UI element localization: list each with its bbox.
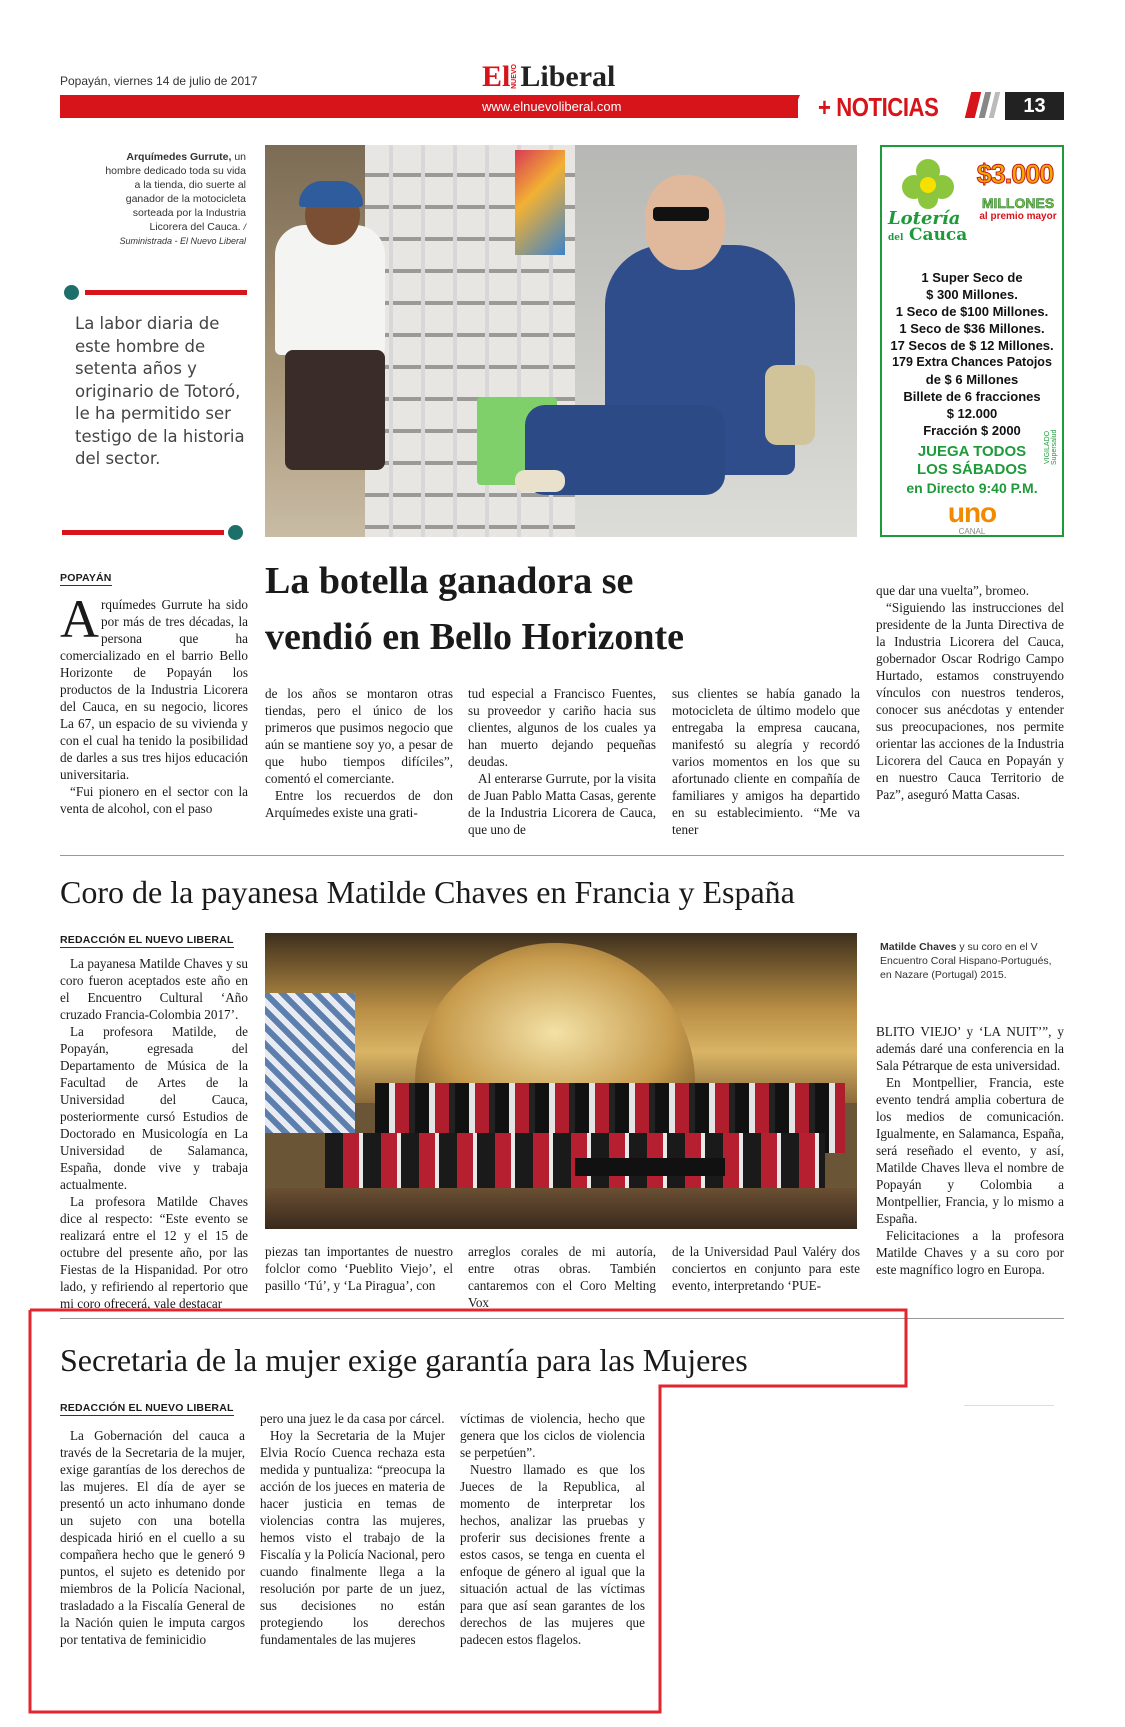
- prize-line: Fracción $ 2000: [923, 423, 1021, 438]
- channel-logo: [922, 499, 1022, 536]
- story3-col3-para1: víctimas de violencia, hecho que genera que los ciclos de violencia se perpetúen”.: [460, 1411, 645, 1460]
- story1-para2: “Fui pionero en el sector con la venta de alcohol, con el paso: [60, 784, 248, 816]
- section-stripe-3: [989, 92, 1000, 118]
- ad-side-text: VIGILADO Supersalud: [1044, 429, 1058, 465]
- clover-icon: [900, 157, 956, 213]
- prize-line: 1 Seco de $100 Millones.: [895, 304, 1049, 319]
- story1-headline: [265, 553, 865, 665]
- story1-col2-para2: Entre los recuerdos de don Arquímedes existe una grati-: [265, 788, 453, 820]
- pullquote-rule-top: [85, 290, 247, 295]
- story3-para1: La Gobernación del cauca a través de la Secretaria de la mujer, exige garantías de los derechos de las mujeres. El día de ayer se presentó un acto inhumano donde un sujeto con una botella despicada hirió en el cuello a su compañera hecho que le generó 9 puntos, el sujeto es detenido por miembros de la Policía Nacional, trasladado a la Fiscalía General de la Nación quien le imputa cargos por tentativa de feminicidio: [60, 1428, 245, 1647]
- story3-col2-para1: pero una juez le da casa por cárcel.: [260, 1411, 445, 1426]
- story3-col2-para2: Hoy la Secretaria de la Mujer Elvia Rocío Cuenca rechaza esta medida y puntualiza: “preocupa la acción de los jueces en materia de hacer justicia en temas de violencias contra las mujeres, hemos visto el trabajo de la Fiscalía y la Policía Nacional, pero cuando finalmente llega a la resolución por parte de un juez, sus decisiones no están protegiendo los derechos fundamentales de las mujeres: [260, 1428, 445, 1647]
- story2-col5-para2: En Montpellier, Francia, este evento tendrá amplia cobertura de los medios de comunicación. Igualmente, en Salamanca, España, será reseñado el evento, y así, Matilde Chaves lleva el nombre de Popayán y Colombia a Montpellier, Francia, y lo mismo a España.: [876, 1075, 1064, 1226]
- photo-sunglasses: [653, 207, 709, 221]
- story1-col4: [672, 685, 860, 838]
- story2-col4: [672, 1243, 860, 1294]
- brand-loteria: Lotería: [888, 208, 961, 229]
- caption2-text: y su coro en el V Encuentro Coral Hispano-Portugués, en Nazare (Portugal) 2015.: [880, 941, 1052, 981]
- story2-para2: La profesora Matilde, de Popayán, egresada del Departamento de Música de la Facultad de Artes de la Universidad del Cauca, posteriormente cursó Estudios de Doctorado en Musicología en La Universidad de Salamanca, España, donde vive y trabaja actualmente.: [60, 1024, 248, 1192]
- story2-col2: [265, 1243, 453, 1294]
- story-photo-store: [265, 145, 857, 537]
- ad-amount: $3.000: [976, 159, 1054, 189]
- story-photo-choir: [265, 933, 857, 1229]
- story1-col4-para1: sus clientes se había ganado la motocicleta de último modelo que entregaba la empresa caucana, manifestó su alegría y recordó varios momentos en los que su afortunado cliente en compañía de familiares y amigos ha departido en su establecimiento. “Me va tener: [672, 686, 860, 837]
- headline-line-1: La botella ganadora se: [265, 560, 634, 602]
- story2-col3: [468, 1243, 656, 1311]
- photo-caption: [100, 150, 246, 248]
- date-line: Popayán, viernes 14 de julio de 2017: [60, 74, 258, 88]
- story1-col3: [468, 685, 656, 838]
- section-label[interactable]: + NOTICIAS: [818, 92, 939, 122]
- photo-bag: [765, 365, 815, 445]
- headline-line-2: vendió en Bello Horizonte: [265, 616, 685, 658]
- story2-col2-para: piezas tan importantes de nuestro folclor como ‘Pueblito Viejo’, el pasillo ‘Tú’, y ‘La Piragua’, con: [265, 1244, 453, 1293]
- highlight-frame: [30, 1310, 906, 1311]
- story3-col1: [60, 1427, 245, 1648]
- story2-caption: [880, 940, 1065, 982]
- story1-col3-para1: tud especial a Francisco Fuentes, su proveedor y cariño hacia sus clientes, algunos de los cuales ya han muerto dejando pequeñas deudas.: [468, 686, 656, 769]
- story2-col3-para: arreglos corales de mi autoría, entre otras obras. También cantaremos con el Coro Melting Vox: [468, 1244, 656, 1310]
- caption2-name: Matilde Chaves: [880, 941, 957, 953]
- cta-line-2: LOS SÁBADOS: [916, 461, 1027, 478]
- story2-headline: Coro de la payanesa Matilde Chaves en Francia y España: [60, 874, 795, 910]
- ad-cta: [882, 443, 1062, 497]
- story1-col3-para2: Al enterarse Gurrute, por la visita de Juan Pablo Matta Casas, gerente de la Industria Licorera de Cauca, que uno de: [468, 771, 656, 837]
- channel-name: uno: [947, 497, 997, 528]
- section-divider-1: [60, 855, 1064, 856]
- brand-cauca: Cauca: [909, 225, 968, 245]
- story3-kicker: REDACCIÓN EL NUEVO LIBERAL: [60, 1402, 234, 1414]
- photo-old-man-cap: [299, 181, 363, 207]
- prize-line: $ 12.000: [946, 406, 998, 421]
- photo-shoe: [515, 470, 565, 492]
- caption-text: un hombre dedicado toda su vida a la tienda, dio suerte al ganador de la motocicleta sorteada por la Industria Licorera del Cauca.: [105, 151, 246, 233]
- prize-line: de $ 6 Millones: [925, 372, 1019, 387]
- story1-col2: [265, 685, 453, 821]
- story1-col5-para1: que dar una vuelta”, bromeo.: [876, 583, 1030, 598]
- photo-piano: [575, 1158, 725, 1176]
- story3-headline: Secretaria de la mujer exige garantía para las Mujeres: [60, 1342, 748, 1378]
- ad-brand: [888, 208, 972, 246]
- story2-col5: [876, 1023, 1064, 1278]
- photo-young-man-head: [645, 175, 725, 270]
- prize-line: 179 Extra Chances Patojos: [892, 355, 1052, 369]
- prize-line: 1 Super Seco de: [921, 270, 1023, 285]
- ad-premio: al premio mayor: [979, 211, 1057, 222]
- story2-col5-para1: BLITO VIEJO’ y ‘LA NUIT’”, y además daré una conferencia en la Sala Pétrarque de esta universidad.: [876, 1024, 1064, 1073]
- ad-millones: MILLONES: [981, 195, 1055, 211]
- caption-name: Arquímedes Gurrute,: [126, 151, 232, 163]
- pullquote-rule-bottom: [62, 530, 224, 535]
- lottery-ad[interactable]: [880, 145, 1064, 537]
- prize-line: Billete de 6 fracciones: [903, 389, 1041, 404]
- cta-line-1: JUEGA TODOS: [917, 443, 1027, 460]
- brand-del: del: [888, 233, 904, 243]
- channel-sub: CANAL: [958, 527, 986, 536]
- cta-line-3: en Directo 9:40 P.M.: [906, 480, 1038, 496]
- story1-col2-para1: de los años se montaron otras tiendas, pero el único de los primeros que pusimos negocio que aún se mantiene soy yo, a pesar de que hubo tiempos difíciles”, comentó el comerciante.: [265, 686, 453, 786]
- prize-line: $ 300 Millones.: [926, 287, 1018, 302]
- story2-col1: [60, 955, 248, 1312]
- story1-col5-para2: “Siguiendo las instrucciones del presidente de la Junta Directiva de la Industria Licorera del Cauca, gobernador Oscar Rodrigo Campo Hurtado, estamos construyendo vínculos con nuestros tenderos, conocer sus anécdotas y entender sus preocupaciones, nos permite orientar las acciones de la Industria Licorera del Cauca en Popayán y en nuestro Cauca Territorio de Paz”, aseguró Matta Casas.: [876, 600, 1064, 802]
- prize-line: 1 Seco de $36 Millones.: [899, 321, 1045, 336]
- header-slant-1: [790, 95, 800, 118]
- story2-para3: La profesora Matilde Chaves dice al respecto: “Este evento se realizará entre el 12 y el 15 de octubre del presente año, por las Fiestas de la Hispanidad. Por otro lado, y refiriendo al repertorio que mi coro ofrecerá, vale destacar: [60, 1194, 248, 1311]
- teal-dot-top: [64, 285, 79, 300]
- story1-kicker: POPAYÁN: [60, 572, 112, 584]
- story1-col1: [60, 589, 248, 817]
- teal-dot-bottom: [228, 525, 243, 540]
- page-number: 13: [1005, 92, 1064, 120]
- caption-credit: / Suministrada - El Nuevo Liberal: [119, 222, 246, 246]
- photo-tiles-left: [265, 993, 355, 1133]
- story3-col3: [460, 1410, 645, 1648]
- story1-para1: [60, 589, 248, 783]
- story1-text: rquímedes Gurrute ha sido por más de tres décadas, la persona que ha comercializado en el barrio Bello Horizonte de Popayán los productos de la Industria Licorera del Cauca, en su negocio, licores La 67, un espacio de su vivienda y con el cual ha tenido la posibilidad de darles a sus tres hijos educación universitaria.: [60, 597, 248, 782]
- story2-kicker: REDACCIÓN EL NUEVO LIBERAL: [60, 934, 234, 946]
- story3-col2: [260, 1410, 445, 1648]
- logo-el: El: [482, 60, 511, 93]
- dropcap: A: [60, 589, 99, 649]
- pull-quote: La labor diaria de este hombre de setenta años y originario de Totoró, le ha permitido ser testigo de la historia del sector.: [75, 314, 245, 468]
- logo-nuevo: NUEVO: [511, 64, 519, 89]
- story3-col3-para2: Nuestro llamado es que los Jueces de la Republica, al momento de interpretar los hechos, analizar las pruebas y proferir sus decisiones frente a estos casos, se tenga en cuenta el enfoque de género al igual que la situación actual de las víctimas para que así sean garantes de los derechos de las mujeres que padecen estos flagelos.: [460, 1462, 645, 1647]
- prize-line: 17 Secos de $ 12 Millones.: [890, 338, 1054, 353]
- logo-liberal: Liberal: [520, 60, 616, 93]
- photo-old-man-pants: [285, 350, 385, 470]
- faint-rule: [964, 1405, 1054, 1406]
- photo-poster: [515, 150, 565, 255]
- story2-col4-para: de la Universidad Paul Valéry dos conciertos en conjunto para este evento, interpretando ‘PUE-: [672, 1244, 860, 1293]
- story1-col5: [876, 582, 1064, 803]
- story2-para1: La payanesa Matilde Chaves y su coro fueron aceptados este año en el Encuentro Cultural ‘Año cruzado Francia-Colombia 2017’.: [60, 956, 248, 1022]
- ad-prize-list: [882, 269, 1062, 439]
- photo-floor: [265, 1188, 857, 1229]
- website-link[interactable]: www.elnuevoliberal.com: [482, 99, 622, 114]
- header-red-bar: [60, 95, 798, 118]
- masthead-logo[interactable]: [482, 58, 615, 92]
- story2-col5-para3: Felicitaciones a la profesora Matilde Chaves y a su coro por este magnífico logro en Europa.: [876, 1228, 1064, 1277]
